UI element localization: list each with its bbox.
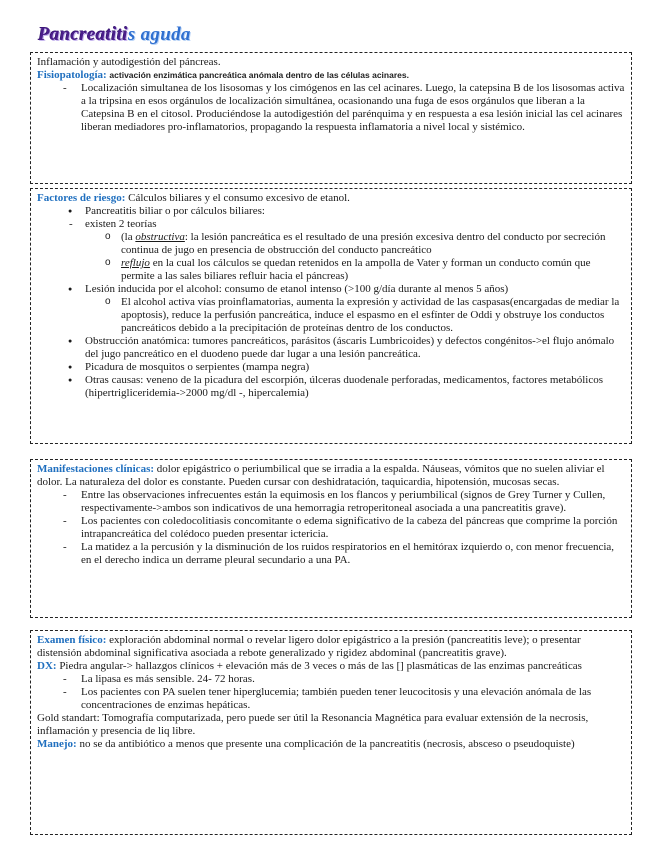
title-part-2: s aguda xyxy=(127,24,191,45)
list-item: ● Obstrucción anatómica: tumores pancreáticos, parásitos (áscaris Lumbricoides) y defectos congénitos->el flujo anómalo del jugo pancreático en el duodeno puede dar lugar a una lesión pancreática. xyxy=(37,335,625,361)
examen-label: Examen físico: xyxy=(37,634,107,646)
fisiopatologia-text: activación enzimática pancreática anómala dentro de las células acinares. xyxy=(109,70,409,80)
title-part-1: Pancreatiti xyxy=(38,24,128,45)
list-item: - Los pacientes con coledocolitiasis concomitante o edema significativo de la cabeza del páncreas que comprime la porción intrapancreática del colédoco pueden presentar ictericia. xyxy=(37,515,625,541)
fisiopatologia-label: Fisiopatología: xyxy=(37,69,107,81)
theory-obstructiva-term: obstructiva xyxy=(135,231,185,243)
list-item xyxy=(37,257,625,283)
intro-text: Inflamación y autodigestión del páncreas. xyxy=(37,56,221,68)
manifestaciones-text: dolor epigástrico o periumbilical que se irradia a la espalda. Náuseas, vómitos que no suelen aliviar el dolor. La naturaleza del dolor es constante. Pueden cursar con deshidratación, taquicardia, hipotensión, mucosas secas. xyxy=(37,463,605,488)
list-item: ● Otras causas: veneno de la picadura del escorpión, úlceras duodenale perforadas, medicamentos, factores metabólicos (hipertrigliceridemia->2000 mg/dl -, hipercalemia) xyxy=(37,374,625,400)
theory-obstructiva-text: : la lesión pancreática es el resultado de una presión excesiva dentro del conducto por secreción continua de jugo en presencia de obstrucción del conducto pancreático xyxy=(121,231,606,256)
page-title xyxy=(38,24,191,46)
list-item: ● Lesión inducida por el alcohol: consumo de etanol intenso (>100 g/día durante al menos 5 años) xyxy=(37,283,625,296)
gold-standard-text: Gold standart: Tomografía computarizada, pero puede ser útil la Resonancia Magnética para evaluar extensión de la necrosis, inflamación y presencia de liq libre. xyxy=(37,712,589,737)
list-item: ● Pancreatitis biliar o por cálculos biliares: xyxy=(37,205,625,218)
list-item: - La matidez a la percusión y la disminución de los ruidos respiratorios en el hemitórax izquierdo o, con menor frecuencia, en el derecho indica un derrame pleural secundario a una PA. xyxy=(37,541,625,567)
manifestaciones-paragraph xyxy=(37,463,625,489)
manejo-label: Manejo: xyxy=(37,738,77,750)
list-item: - existen 2 teorías xyxy=(37,218,625,231)
factores-label: Factores de riesgo: xyxy=(37,192,126,204)
manifestaciones-label: Manifestaciones clínicas: xyxy=(37,463,155,475)
dx-label: DX: xyxy=(37,660,57,672)
theory-reflujo-text: en la cual los cálculos se quedan retenidos en la ampolla de Vater y forman un conducto común que permite a las sales biliares refluir hacia el páncreas) xyxy=(121,257,591,282)
list-item xyxy=(37,231,625,257)
section-factores-de-riesgo xyxy=(30,188,632,444)
manejo-paragraph xyxy=(37,738,625,751)
list-item: ● Picadura de mosquitos o serpientes (mampa negra) xyxy=(37,361,625,374)
theory-reflujo-term: reflujo xyxy=(121,257,150,269)
dx-text: Piedra angular-> hallazgos clínicos + elevación más de 3 veces o más de las [] plasmáticas de las enzimas pancreáticas xyxy=(56,660,582,672)
list-item: - Localización simultanea de los lisosomas y los cimógenos en las cel acinares. Luego, la catepsina B de los lisosomas activa a la tripsina en esos orgánulos de localización simultánea, ocasionando una fuga de esos orgánulos que liberan a la Catepsina B en el citosol. Produciéndose la autodigestión del parénquima y en respuesta a esa lesión inicial las cel acinares liberan mediadores pro-inflamatorios, propagando la respuesta inflamatoria a nivel local y sistémico. xyxy=(37,82,625,134)
list-item: - Entre las observaciones infrecuentes están la equimosis en los flancos y periumbilical (signos de Grey Turner y Cullen, respectivamente->ambos son indicativos de una hemorragia retroperitoneal asociada a una pancreatitis grave). xyxy=(37,489,625,515)
theory-prefix: (la xyxy=(121,231,136,243)
examen-text: exploración abdominal normal o revelar ligero dolor epigástrico a la presión (pancreatitis leve); o presentar distensión abdominal significativa asociada a rebote generalizado y rigidez abdominal (pancreatitis grave). xyxy=(37,634,581,659)
dx-paragraph xyxy=(37,660,625,673)
list-item: - Los pacientes con PA suelen tener hiperglucemia; también pueden tener leucocitosis y una elevación anómala de las concentraciones de enzimas hepáticas. xyxy=(37,686,625,712)
section-fisiopatologia xyxy=(30,52,632,184)
section-examen-diagnostico-manejo xyxy=(30,630,632,835)
manejo-text: no se da antibiótico a menos que presente una complicación de la pancreatitis (necrosis, absceso o pseudoquiste) xyxy=(76,738,575,750)
examen-paragraph xyxy=(37,634,625,660)
fisiopatologia-line xyxy=(37,69,625,82)
list-item: o El alcohol activa vías proinflamatorias, aumenta la expresión y actividad de las caspasas(encargadas de mediar la apoptosis), reduce la perfusión pancreática, induce el espasmo en el esfínter de Oddi y obstruye los conductos pancreáticos debido a la precipitación de proteínas dentro de los conductos. xyxy=(37,296,625,335)
list-item: - La lipasa es más sensible. 24- 72 horas. xyxy=(37,673,625,686)
section-manifestaciones-clinicas xyxy=(30,459,632,618)
factores-text: Cálculos biliares y el consumo excesivo de etanol. xyxy=(128,192,350,204)
factores-line xyxy=(37,192,625,205)
